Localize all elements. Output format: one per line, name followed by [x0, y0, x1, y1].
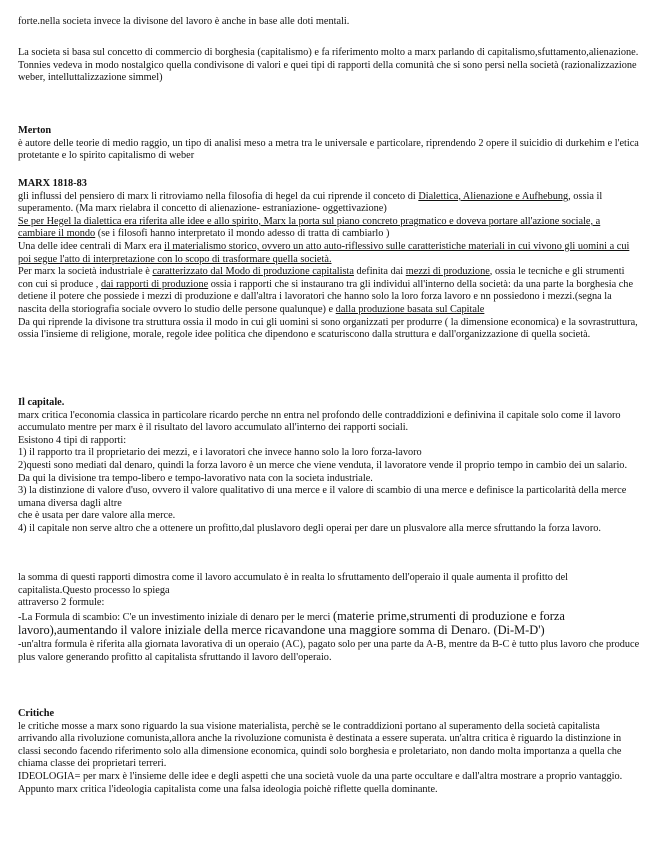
capitale-formulas-title: attraverso 2 formule: — [18, 597, 105, 609]
marx-p4-text-b: definita dai — [353, 266, 406, 278]
capitale-summary: la somma di questi rapporti dimostra come il lavoro accumulato è in realta lo sfruttamento dell'operaio il quale aumenta il profitto del capitalista.Questo processo lo spiega — [18, 572, 568, 596]
formula-exchange-large-text: (materie prime,strumenti di produzione e forza lavoro),aumentando il valore iniziale della merce ricavandone una maggiore somma di Denaro. (Di-M-D') — [18, 608, 565, 638]
formula-workday: -un'altra formula è riferita alla giornata lavorativa di un operaio (AC), pagato solo per una parte da A-B, mentre da B-C è tutto plus lavoro che produce plus valore generando profitto al capitalista sfruttando il lavoro dell'operaio. — [18, 638, 640, 663]
merton-heading: Merton — [18, 125, 52, 136]
capitale-item-3: 3) la distinzione di valore d'uso, ovvero il valore qualitativo di una merce e il valore di scambio di una merce e definisce la particolarità della merce umana diversa dagli altre — [18, 485, 627, 509]
merton-text: è autore delle teorie di medio raggio, un tipo di analisi meso a metra tra le universale e particolare, riprendendo 2 opere il suicidio di durkehim e l'etica protetante e lo spirito capitalismo di weber — [18, 137, 639, 162]
capitale-item-3-cont: che è usata per dare valore alla merce. — [18, 510, 176, 522]
critiche-paragraph: le critiche mosse a marx sono riguardo la sua visione materialista, perchè se le contraddizioni portano al superamento della società capitalista arrivando alla rivoluzione comunista,allora anche la rivoluzione comunista è destinata a essere superata. un'altra critica è riguardo la distinzione in classi secondo facendo riferimento solo alla dimensione economica, quindi solo borghesia e proletariato, non dando molta importanza a quella che chiama classe dei proprietari terreri. — [18, 720, 622, 770]
marx-p4-underlined-4: dalla produzione basata sul Capitale — [335, 303, 485, 315]
marx-section — [18, 178, 640, 342]
intro-line-text: forte.nella societa invece la divisone del lavoro è anche in base alle doti mentali. — [18, 16, 350, 27]
marx-p1-text: gli influssi del pensiero di marx li ritroviamo nella filosofia di hegel da cui riprende il conceto di — [18, 190, 419, 202]
marx-p4-text-a: Per marx la società industriale è — [18, 266, 153, 278]
marx-p3-text: Una delle idee centrali di Marx era — [18, 240, 165, 252]
marx-materialism-paragraph — [18, 241, 640, 266]
marx-industrial-society-paragraph — [18, 266, 640, 316]
marx-p4-text-d: ossia i rapporti che si instaurano tra gli individui all'interno della società: da una parte la borghesia che detiene il potere che possiede i mezzi di produzione e dall'altra i lavoratori che hanno solo la loro forza lavoro e nn possiedono i mezzi.(segna la nascita della storiografia sociale ovvero lo studio delle persone qualunque) e — [18, 278, 634, 315]
capitale-section — [18, 397, 640, 536]
marx-p4-underlined-3: dai rapporti di produzione — [100, 278, 209, 290]
marx-p1-text-end: , ossia il superamento. (Ma marx rielabra il concetto di alienazione- estraniazione- oggettivazione) — [18, 190, 603, 215]
capitale-item-2: 2)questi sono mediati dal denaro, quindi la forza lavoro è un merce che viene venduta, il lavoratore vende il proprio tempo in cambio dei un salario. Da qui la divisione tra tempo-libero e tempo-lavorativo nata con la societa industriale. — [18, 459, 628, 484]
capitale-formulas — [18, 572, 640, 664]
marx-p4-underlined-1: caratterizzato dal Modo di produzione capitalista — [152, 266, 354, 278]
critiche-section — [18, 708, 640, 796]
marx-heading: MARX 1818-83 — [18, 178, 87, 189]
formula-exchange-text: -La Formula di scambio: C'e un investimento iniziale di denaro per le merci — [18, 611, 333, 623]
capitale-list-title: Esistono 4 tipi di rapporti: — [18, 434, 127, 446]
marx-p4-underlined-2: mezzi di produzione — [405, 266, 490, 278]
formula-exchange — [18, 610, 640, 639]
tonnies-paragraph: Tonnies vedeva in modo nostalgico quella condivisone di valori e quei tipi di rapporti della comunità che si sono persi nella società (razionalizzazione weber, intelluttalizzazione simmel) — [18, 59, 637, 84]
marx-dialectic-paragraph — [18, 216, 640, 241]
marx-p2-text: (se i filosofi hanno interpretato il mondo adesso di tratta di cambiarlo ) — [95, 228, 390, 240]
capitale-item-1: 1) il rapporto tra il proprietario dei mezzi, e i lavoratori che invece hanno solo la loro forza-lavoro — [18, 447, 422, 459]
marx-p4-text-c: , ossia le tecniche e gli strumenti con cui si produce , — [18, 266, 625, 290]
marx-p1-underlined: Dialettica, Alienazione e Aufhebung — [418, 190, 569, 202]
marx-p3-underlined: il materialismo storico, ovvero un atto auto-riflessivo sulle caratteristiche materiali in cui vivono gli uomini a cui poi segue l'atto di interpretazione con lo scopo di trasformare quella società. — [18, 240, 630, 265]
merton-section — [18, 125, 640, 163]
marx-structure-paragraph: Da qui riprende la divisone tra struttura ossia il modo in cui gli uomini si sono organizzati per produrre ( la dimensione economica) e la sovrastruttura, ossia l'insieme di religione, morale, regole idee politica che dipendono e scaturiscono dalla struttura e dall'organizzazione di quella società. — [18, 316, 638, 341]
intro-paragraph-capitalism — [18, 47, 640, 85]
critiche-heading: Critiche — [18, 708, 55, 719]
capitale-intro: marx critica l'economia classica in particolare ricardo perche nn entra nel profondo delle contraddizioni e definivina il capitale solo come il lavoro accumulato mentre per marx è il risultato del lavoro accumulato all'interno dei rapporti sociali. — [18, 409, 621, 434]
ideologia-paragraph: IDEOLOGIA= per marx è l'insieme delle idee e degli aspetti che una società vuole da una parte occultare e dall'altra mostrare a proprio vantaggio. Appunto marx critica l'ideologia capitalista come una falsa ideologia poichè riflette quella dominante. — [18, 770, 623, 795]
capitalism-paragraph: La societa si basa sul concetto di commercio di borghesia (capitalismo) e fa riferimento molto a marx parlando di capitalismo,sfuttamento,alienazione. — [18, 47, 639, 58]
marx-hegel-paragraph — [18, 191, 640, 216]
intro-line — [18, 16, 640, 29]
capitale-heading: Il capitale. — [18, 397, 65, 408]
capitale-item-4: 4) il capitale non serve altro che a ottenere un profitto,dal pluslavoro degli operai per dare un plusvalore alla merce sfruttando la forza lavoro. — [18, 522, 601, 534]
marx-p2-underlined: Se per Hegel la dialettica era riferita alle idee e allo spirito, Marx la porta sul piano concreto pragmatico e doveva portare all'azione sociale, a cambiare il mondo — [18, 215, 601, 240]
